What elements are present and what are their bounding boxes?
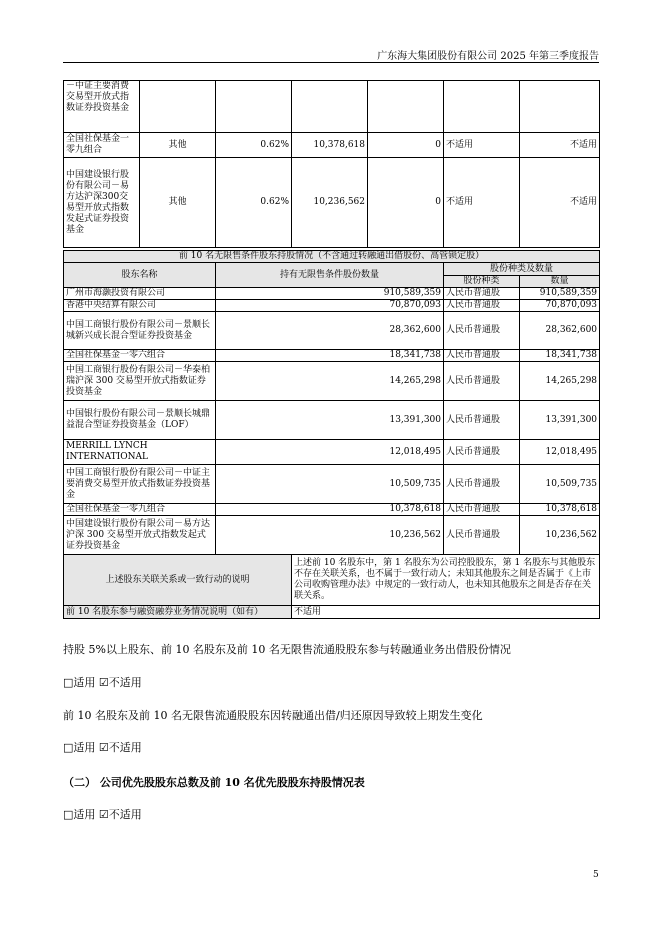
- pledge-quantity: 不适用: [520, 158, 600, 248]
- lending-applicability: □适用 ☑不适用: [63, 676, 142, 689]
- col-header-count: 数量: [520, 276, 600, 288]
- share-type: 人民币普通股: [444, 465, 520, 504]
- top-shareholders-table-continued: [63, 80, 600, 248]
- shareholder-name: 全国社保基金一零六组合: [64, 350, 216, 362]
- shareholder-name: 广州市海灏投资有限公司: [64, 288, 216, 300]
- table-row: [64, 300, 600, 312]
- shareholder-name: 中国建设银行股份有限公司－易方达沪深 300 交易型开放式指数发起式证券投资基金: [64, 516, 216, 555]
- pledge-quantity: [520, 81, 600, 133]
- page-number: 5: [593, 870, 599, 880]
- header-row: [64, 263, 600, 276]
- page-header: 广东海大集团股份有限公司 2025 年第三季度报告: [377, 51, 599, 62]
- share-count: 10,509,735: [520, 465, 600, 504]
- table-row: [64, 401, 600, 440]
- shareholder-name: 中国工商银行股份有限公司－中证主要消费交易型开放式指数证券投资基金: [64, 465, 216, 504]
- unrestricted-qty: 18,341,738: [216, 350, 444, 362]
- shareholder-name: 香港中央结算有限公司: [64, 300, 216, 312]
- margin-trading-text: 不适用: [292, 606, 600, 619]
- relation-label: 上述股东关联关系或一致行动的说明: [64, 555, 292, 606]
- shareholder-name: MERRILL LYNCH INTERNATIONAL: [64, 440, 216, 465]
- share-count: 10,236,562: [520, 516, 600, 555]
- relation-text: 上述前 10 名股东中，第 1 名股东为公司控股股东，第 1 名股东与其他股东不存在关联关系，也不属于一致行动人；未知其他股东之间是否属于《上市公司收购管理办法》中规定的一致行动人，也未知其他股东之间是否存在关联关系。: [292, 555, 600, 606]
- share-type: 人民币普通股: [444, 288, 520, 300]
- holding-ratio: [216, 81, 292, 133]
- share-type: 人民币普通股: [444, 312, 520, 350]
- table-row: [64, 555, 600, 606]
- header-rule: [63, 62, 599, 63]
- table-row: [64, 516, 600, 555]
- share-count: 12,018,495: [520, 440, 600, 465]
- col-header-qty: 持有无限售条件股份数量: [216, 263, 444, 288]
- table-row: [64, 465, 600, 504]
- unrestricted-shareholders-table: [63, 250, 600, 619]
- shareholder-name: －中证主要消费交易型开放式指数证券投资基金: [64, 81, 140, 133]
- unrestricted-qty: 10,378,618: [216, 504, 444, 516]
- preferred-shares-heading: （二） 公司优先股股东总数及前 10 名优先股股东持股情况表: [63, 776, 365, 789]
- table-row: [64, 158, 600, 248]
- shareholder-name: 中国工商银行股份有限公司－华泰柏瑞沪深 300 交易型开放式指数证券投资基金: [64, 362, 216, 401]
- change-paragraph: 前 10 名股东及前 10 名无限售流通股股东因转融通出借/归还原因导致较上期发生变化: [63, 709, 483, 722]
- restricted-shares: 0: [368, 133, 444, 158]
- share-type: 人民币普通股: [444, 362, 520, 401]
- shareholder-nature: 其他: [140, 133, 216, 158]
- unrestricted-qty: 14,265,298: [216, 362, 444, 401]
- section-title-row: [64, 251, 600, 263]
- table-row: [64, 440, 600, 465]
- table-row: [64, 81, 600, 133]
- unrestricted-qty: 12,018,495: [216, 440, 444, 465]
- table-row: [64, 504, 600, 516]
- holding-shares: 10,378,618: [292, 133, 368, 158]
- shareholder-name: 中国银行股份有限公司－景顺长城鼎益混合型证券投资基金（LOF）: [64, 401, 216, 440]
- share-type: 人民币普通股: [444, 504, 520, 516]
- share-type: 人民币普通股: [444, 440, 520, 465]
- shareholder-name: 中国工商银行股份有限公司－景顺长城新兴成长混合型证券投资基金: [64, 312, 216, 350]
- share-count: 18,341,738: [520, 350, 600, 362]
- table-row: [64, 312, 600, 350]
- pledge-status: 不适用: [444, 133, 520, 158]
- share-count: 10,378,618: [520, 504, 600, 516]
- share-type: 人民币普通股: [444, 300, 520, 312]
- table-row: [64, 606, 600, 619]
- pledge-status: [444, 81, 520, 133]
- col-header-type-group: 股份种类及数量: [444, 263, 600, 276]
- restricted-shares: 0: [368, 158, 444, 248]
- share-type: 人民币普通股: [444, 516, 520, 555]
- unrestricted-qty: 10,236,562: [216, 516, 444, 555]
- table-row: [64, 288, 600, 300]
- change-applicability: □适用 ☑不适用: [63, 741, 142, 754]
- unrestricted-qty: 910,589,359: [216, 288, 444, 300]
- shareholder-name: 全国社保基金一零九组合: [64, 133, 140, 158]
- shareholder-name: 中国建设银行股份有限公司－易方达沪深300交易型开放式指数发起式证券投资基金: [64, 158, 140, 248]
- shareholder-name: 全国社保基金一零九组合: [64, 504, 216, 516]
- pledge-quantity: 不适用: [520, 133, 600, 158]
- share-count: 910,589,359: [520, 288, 600, 300]
- share-count: 28,362,600: [520, 312, 600, 350]
- restricted-shares: [368, 81, 444, 133]
- lending-paragraph: 持股 5%以上股东、前 10 名股东及前 10 名无限售流通股股东参与转融通业务出借股份情况: [63, 643, 511, 656]
- unrestricted-qty: 10,509,735: [216, 465, 444, 504]
- share-count: 13,391,300: [520, 401, 600, 440]
- holding-ratio: 0.62%: [216, 158, 292, 248]
- unrestricted-qty: 13,391,300: [216, 401, 444, 440]
- share-type: 人民币普通股: [444, 401, 520, 440]
- col-header-name: 股东名称: [64, 263, 216, 288]
- preferred-applicability: □适用 ☑不适用: [63, 808, 142, 821]
- unrestricted-qty: 28,362,600: [216, 312, 444, 350]
- table-row: [64, 350, 600, 362]
- margin-trading-label: 前 10 名股东参与融资融券业务情况说明（如有）: [64, 606, 292, 619]
- section-title: 前 10 名无限售条件股东持股情况（不含通过转融通出借股份、高管锁定股）: [64, 251, 600, 263]
- shareholder-nature: [140, 81, 216, 133]
- pledge-status: 不适用: [444, 158, 520, 248]
- share-count: 14,265,298: [520, 362, 600, 401]
- holding-shares: [292, 81, 368, 133]
- holding-shares: 10,236,562: [292, 158, 368, 248]
- unrestricted-qty: 70,870,093: [216, 300, 444, 312]
- share-count: 70,870,093: [520, 300, 600, 312]
- col-header-type: 股份种类: [444, 276, 520, 288]
- share-type: 人民币普通股: [444, 350, 520, 362]
- holding-ratio: 0.62%: [216, 133, 292, 158]
- table-row: [64, 133, 600, 158]
- table-row: [64, 362, 600, 401]
- shareholder-nature: 其他: [140, 158, 216, 248]
